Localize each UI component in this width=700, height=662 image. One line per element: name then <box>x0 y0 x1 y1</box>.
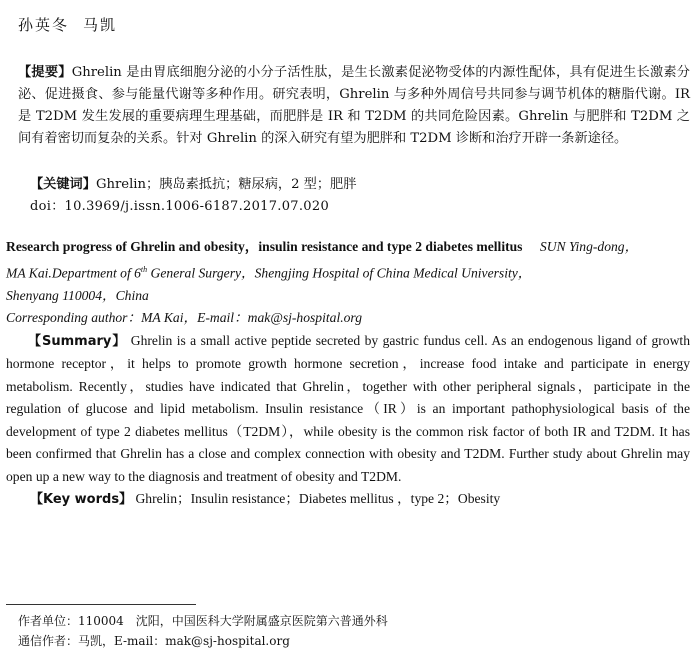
keywords-cn-text: Ghrelin；胰岛素抵抗；糖尿病，2 型；肥胖 <box>95 177 357 192</box>
author-cn-1: 孙英冬 <box>18 16 70 34</box>
en-keywords-text: Ghrelin；Insulin resistance；Diabetes mellitus ，type 2；Obesity <box>135 491 501 507</box>
author-cn-2: 马凯 <box>83 16 118 34</box>
en-keywords <box>6 488 690 512</box>
en-authors-line1: SUN Ying-dong， <box>539 239 639 254</box>
footnote-affiliation: 作者单位：110004 沈阳，中国医科大学附属盛京医院第六普通外科 <box>18 614 388 628</box>
en-affiliation-b: General Surgery，Shengjing Hospital of China Medical University， <box>147 265 532 281</box>
en-city: Shenyang 110004，China <box>6 287 149 303</box>
english-abstract <box>6 236 690 512</box>
abstract-cn-label: 【提要】 <box>18 65 72 80</box>
en-authors-affiliation <box>6 259 690 285</box>
abstract-cn-text: Ghrelin 是由胃底细胞分泌的小分子活性肽，是生长激素促泌物受体的内源性配体，具有促进生长激素分泌、促进摄食、参与能量代谢等多种作用。研究表明，Ghrelin 与多种外周信号共同参与调节机体的糖脂代谢。IR 是 T2DM 发生发展的重要病理生理基础，而肥胖是 IR 和 T2DM 的共同危险因素。Ghrelin 与肥胖和 T2DM 之间有着密切而复杂的关系。针对 Ghrelin 的深入研究有望为肥胖和 T2DM 诊断和治疗开辟一条新途径。 <box>18 65 690 146</box>
keywords-cn-label: 【关键词】 <box>30 177 96 192</box>
en-summary-label: 【Summary】 <box>28 333 127 349</box>
keywords-cn <box>30 174 690 196</box>
en-summary-text: Ghrelin is a small active peptide secreted by gastric fundus cell. As an endogenous ligand of growth hormone receptor，it helps to promote growth hormone secretion，increase food intake and participate in energy metabolism. Recently，studies have indicated that Ghrelin，together with other peripheral signals，participate in the regulation of glucose and lipid metabolism. Insulin resistance（IR）is an important pathophysiological basis of the development of type 2 diabetes mellitus（T2DM），while obesity is the common risk factor of both IR and T2DM. It has been confirmed that Ghrelin has a close and complex connection with obesity and T2DM. Further study about Ghrelin may open up a new way to the diagnosis and treatment of obesity and T2DM. <box>6 332 690 484</box>
authors-cn <box>18 14 117 35</box>
doi: doi：10.3969/j.issn.1006-6187.2017.07.020 <box>30 199 330 214</box>
en-keywords-label: 【Key words】 <box>30 492 133 508</box>
en-title-line <box>6 236 690 259</box>
en-affiliation-a: MA Kai.Department of 6 <box>6 265 141 281</box>
en-corresponding: Corresponding author：MA Kai，E-mail：mak@sj-hospital.org <box>6 310 363 326</box>
abstract-cn <box>18 62 690 150</box>
footnote-correspondence: 通信作者：马凯，E-mail：mak@sj-hospital.org <box>18 634 290 648</box>
en-affiliation-sup: th <box>140 264 148 274</box>
footnote-divider <box>6 604 196 605</box>
en-title: Research progress of Ghrelin and obesity，insulin resistance and type 2 diabetes mellitus <box>6 239 523 254</box>
en-summary <box>6 330 690 489</box>
